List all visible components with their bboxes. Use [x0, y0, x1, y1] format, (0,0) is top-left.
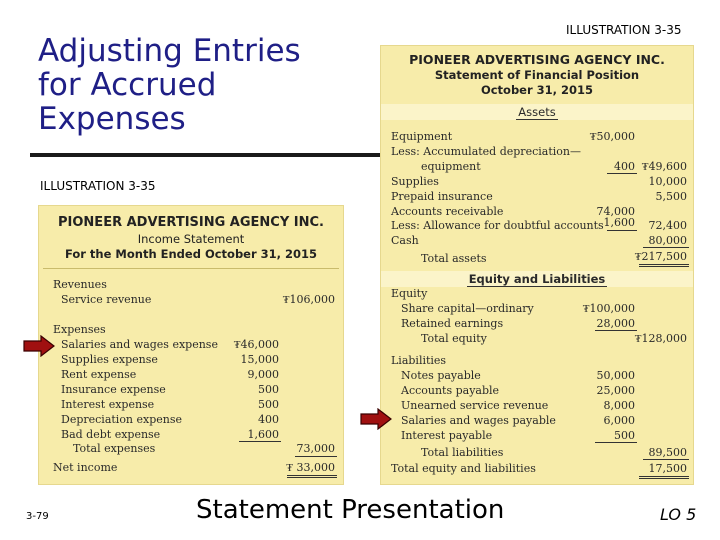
- liability-value-interest-payable: 500: [614, 429, 635, 442]
- balance-statement-date: October 31, 2015: [480, 83, 594, 97]
- title-line-3: Expenses: [38, 101, 186, 137]
- accum-dep-rule: [607, 173, 637, 174]
- slide-title: [38, 34, 368, 136]
- net-income-value: ₮ 33,000: [286, 461, 335, 474]
- expense-value-insurance: 500: [258, 383, 279, 396]
- accounts-receivable-value: 74,000: [596, 205, 635, 218]
- total-eq-liab-double-rule-2: [639, 478, 689, 479]
- income-statement: [38, 205, 344, 485]
- accum-dep-value: 400: [614, 160, 635, 173]
- income-statement-title: Income Statement: [137, 232, 245, 246]
- illustration-label-top: ILLUSTRATION 3-35: [566, 23, 682, 37]
- expense-label-depreciation: Depreciation expense: [61, 413, 183, 426]
- liabilities-subtotal-rule: [595, 442, 637, 443]
- net-receivable-value: 72,400: [648, 219, 687, 232]
- total-liabilities-label: Total liabilities: [421, 446, 504, 459]
- share-capital-label: Share capital—ordinary: [401, 302, 534, 315]
- total-assets-double-rule-2: [639, 266, 689, 267]
- liability-label-unearned-revenue: Unearned service revenue: [401, 399, 549, 412]
- allowance-label: Less: Allowance for doubtful accounts: [391, 219, 604, 232]
- net-income-double-rule-2: [287, 477, 337, 478]
- retained-earnings-label: Retained earnings: [401, 317, 504, 330]
- title-line-2: for Accrued: [38, 67, 217, 103]
- income-company-name: PIONEER ADVERTISING AGENCY INC.: [58, 215, 324, 230]
- accum-dep-label: Less: Accumulated depreciation—: [391, 145, 581, 158]
- liability-label-interest-payable: Interest payable: [401, 429, 493, 442]
- slide-number: 3-79: [26, 511, 49, 522]
- total-liabilities-value: 89,500: [648, 446, 687, 459]
- learning-objective-label: LO 5: [660, 505, 697, 524]
- net-equipment-value: ₮49,600: [641, 160, 687, 173]
- retained-earnings-value: 28,000: [596, 317, 635, 330]
- title-line-1: Adjusting Entries: [38, 33, 301, 69]
- expense-label-rent: Rent expense: [61, 368, 137, 381]
- total-expenses-label: Total expenses: [73, 442, 156, 455]
- expense-value-interest: 500: [258, 398, 279, 411]
- supplies-label: Supplies: [391, 175, 439, 188]
- expense-value-supplies: 15,000: [240, 353, 279, 366]
- expense-value-rent: 9,000: [247, 368, 279, 381]
- expense-label-supplies: Supplies expense: [61, 353, 158, 366]
- expense-value-bad-debt: 1,600: [247, 428, 279, 441]
- allowance-rule: [607, 230, 637, 231]
- liability-label-salaries-payable: Salaries and wages payable: [401, 414, 556, 427]
- equity-liabilities-heading: Equity and Liabilities: [468, 272, 606, 286]
- total-assets-value: ₮217,500: [634, 250, 687, 263]
- assets-heading: Assets: [518, 105, 556, 119]
- total-expenses-value: 73,000: [296, 442, 335, 455]
- total-liabilities-rule: [643, 459, 689, 460]
- expense-label-insurance: Insurance expense: [61, 383, 166, 396]
- income-statement-period: For the Month Ended October 31, 2015: [64, 247, 318, 261]
- liability-label-notes: Notes payable: [401, 369, 481, 382]
- liability-value-salaries-payable: 6,000: [603, 414, 635, 427]
- arrow-right-icon: [23, 335, 55, 357]
- balance-statement-title: Statement of Financial Position: [434, 68, 640, 82]
- accounts-receivable-label: Accounts receivable: [391, 205, 504, 218]
- service-revenue-label: Service revenue: [61, 293, 152, 306]
- prepaid-insurance-label: Prepaid insurance: [391, 190, 493, 203]
- liability-value-notes: 50,000: [596, 369, 635, 382]
- liabilities-label: Liabilities: [391, 354, 447, 367]
- balance-sheet: [380, 45, 694, 485]
- retained-earnings-rule: [595, 330, 637, 331]
- total-assets-double-rule-1: [639, 264, 689, 265]
- expense-label-salaries: Salaries and wages expense: [61, 338, 218, 351]
- footer-title: Statement Presentation: [196, 495, 505, 525]
- share-capital-value: ₮100,000: [582, 302, 635, 315]
- arrow-right-icon: [360, 408, 392, 430]
- total-expenses-rule: [295, 456, 337, 457]
- balance-company-name: PIONEER ADVERTISING AGENCY INC.: [409, 52, 665, 67]
- illustration-label-left: ILLUSTRATION 3-35: [40, 179, 156, 193]
- expense-value-depreciation: 400: [258, 413, 279, 426]
- total-assets-label: Total assets: [421, 252, 487, 265]
- expense-label-interest: Interest expense: [61, 398, 155, 411]
- service-revenue-value: ₮106,000: [282, 293, 335, 306]
- expenses-subtotal-rule: [239, 441, 281, 442]
- cash-label: Cash: [391, 234, 419, 247]
- expense-label-bad-debt: Bad debt expense: [61, 428, 161, 441]
- prepaid-insurance-value: 5,500: [655, 190, 687, 203]
- expense-value-salaries: ₮46,000: [233, 338, 279, 351]
- liability-value-accounts-payable: 25,000: [596, 384, 635, 397]
- revenues-label: Revenues: [53, 278, 107, 291]
- cash-rule: [643, 247, 689, 248]
- accum-dep-label-cont: equipment: [421, 160, 481, 173]
- allowance-value: 1,600: [603, 216, 635, 229]
- net-income-double-rule-1: [287, 475, 337, 476]
- total-eq-liab-double-rule-1: [639, 476, 689, 477]
- total-equity-liabilities-value: 17,500: [648, 462, 687, 475]
- liability-value-unearned-revenue: 8,000: [603, 399, 635, 412]
- cash-value: 80,000: [648, 234, 687, 247]
- expenses-label: Expenses: [53, 323, 106, 336]
- net-income-label: Net income: [53, 461, 118, 474]
- equipment-value: ₮50,000: [589, 130, 635, 143]
- total-equity-label: Total equity: [421, 332, 487, 345]
- liability-label-accounts-payable: Accounts payable: [401, 384, 500, 397]
- income-header-divider: [43, 268, 339, 269]
- total-equity-value: ₮128,000: [634, 332, 687, 345]
- supplies-value: 10,000: [648, 175, 687, 188]
- equipment-label: Equipment: [391, 130, 453, 143]
- total-equity-liabilities-label: Total equity and liabilities: [391, 462, 536, 475]
- equity-label: Equity: [391, 287, 428, 300]
